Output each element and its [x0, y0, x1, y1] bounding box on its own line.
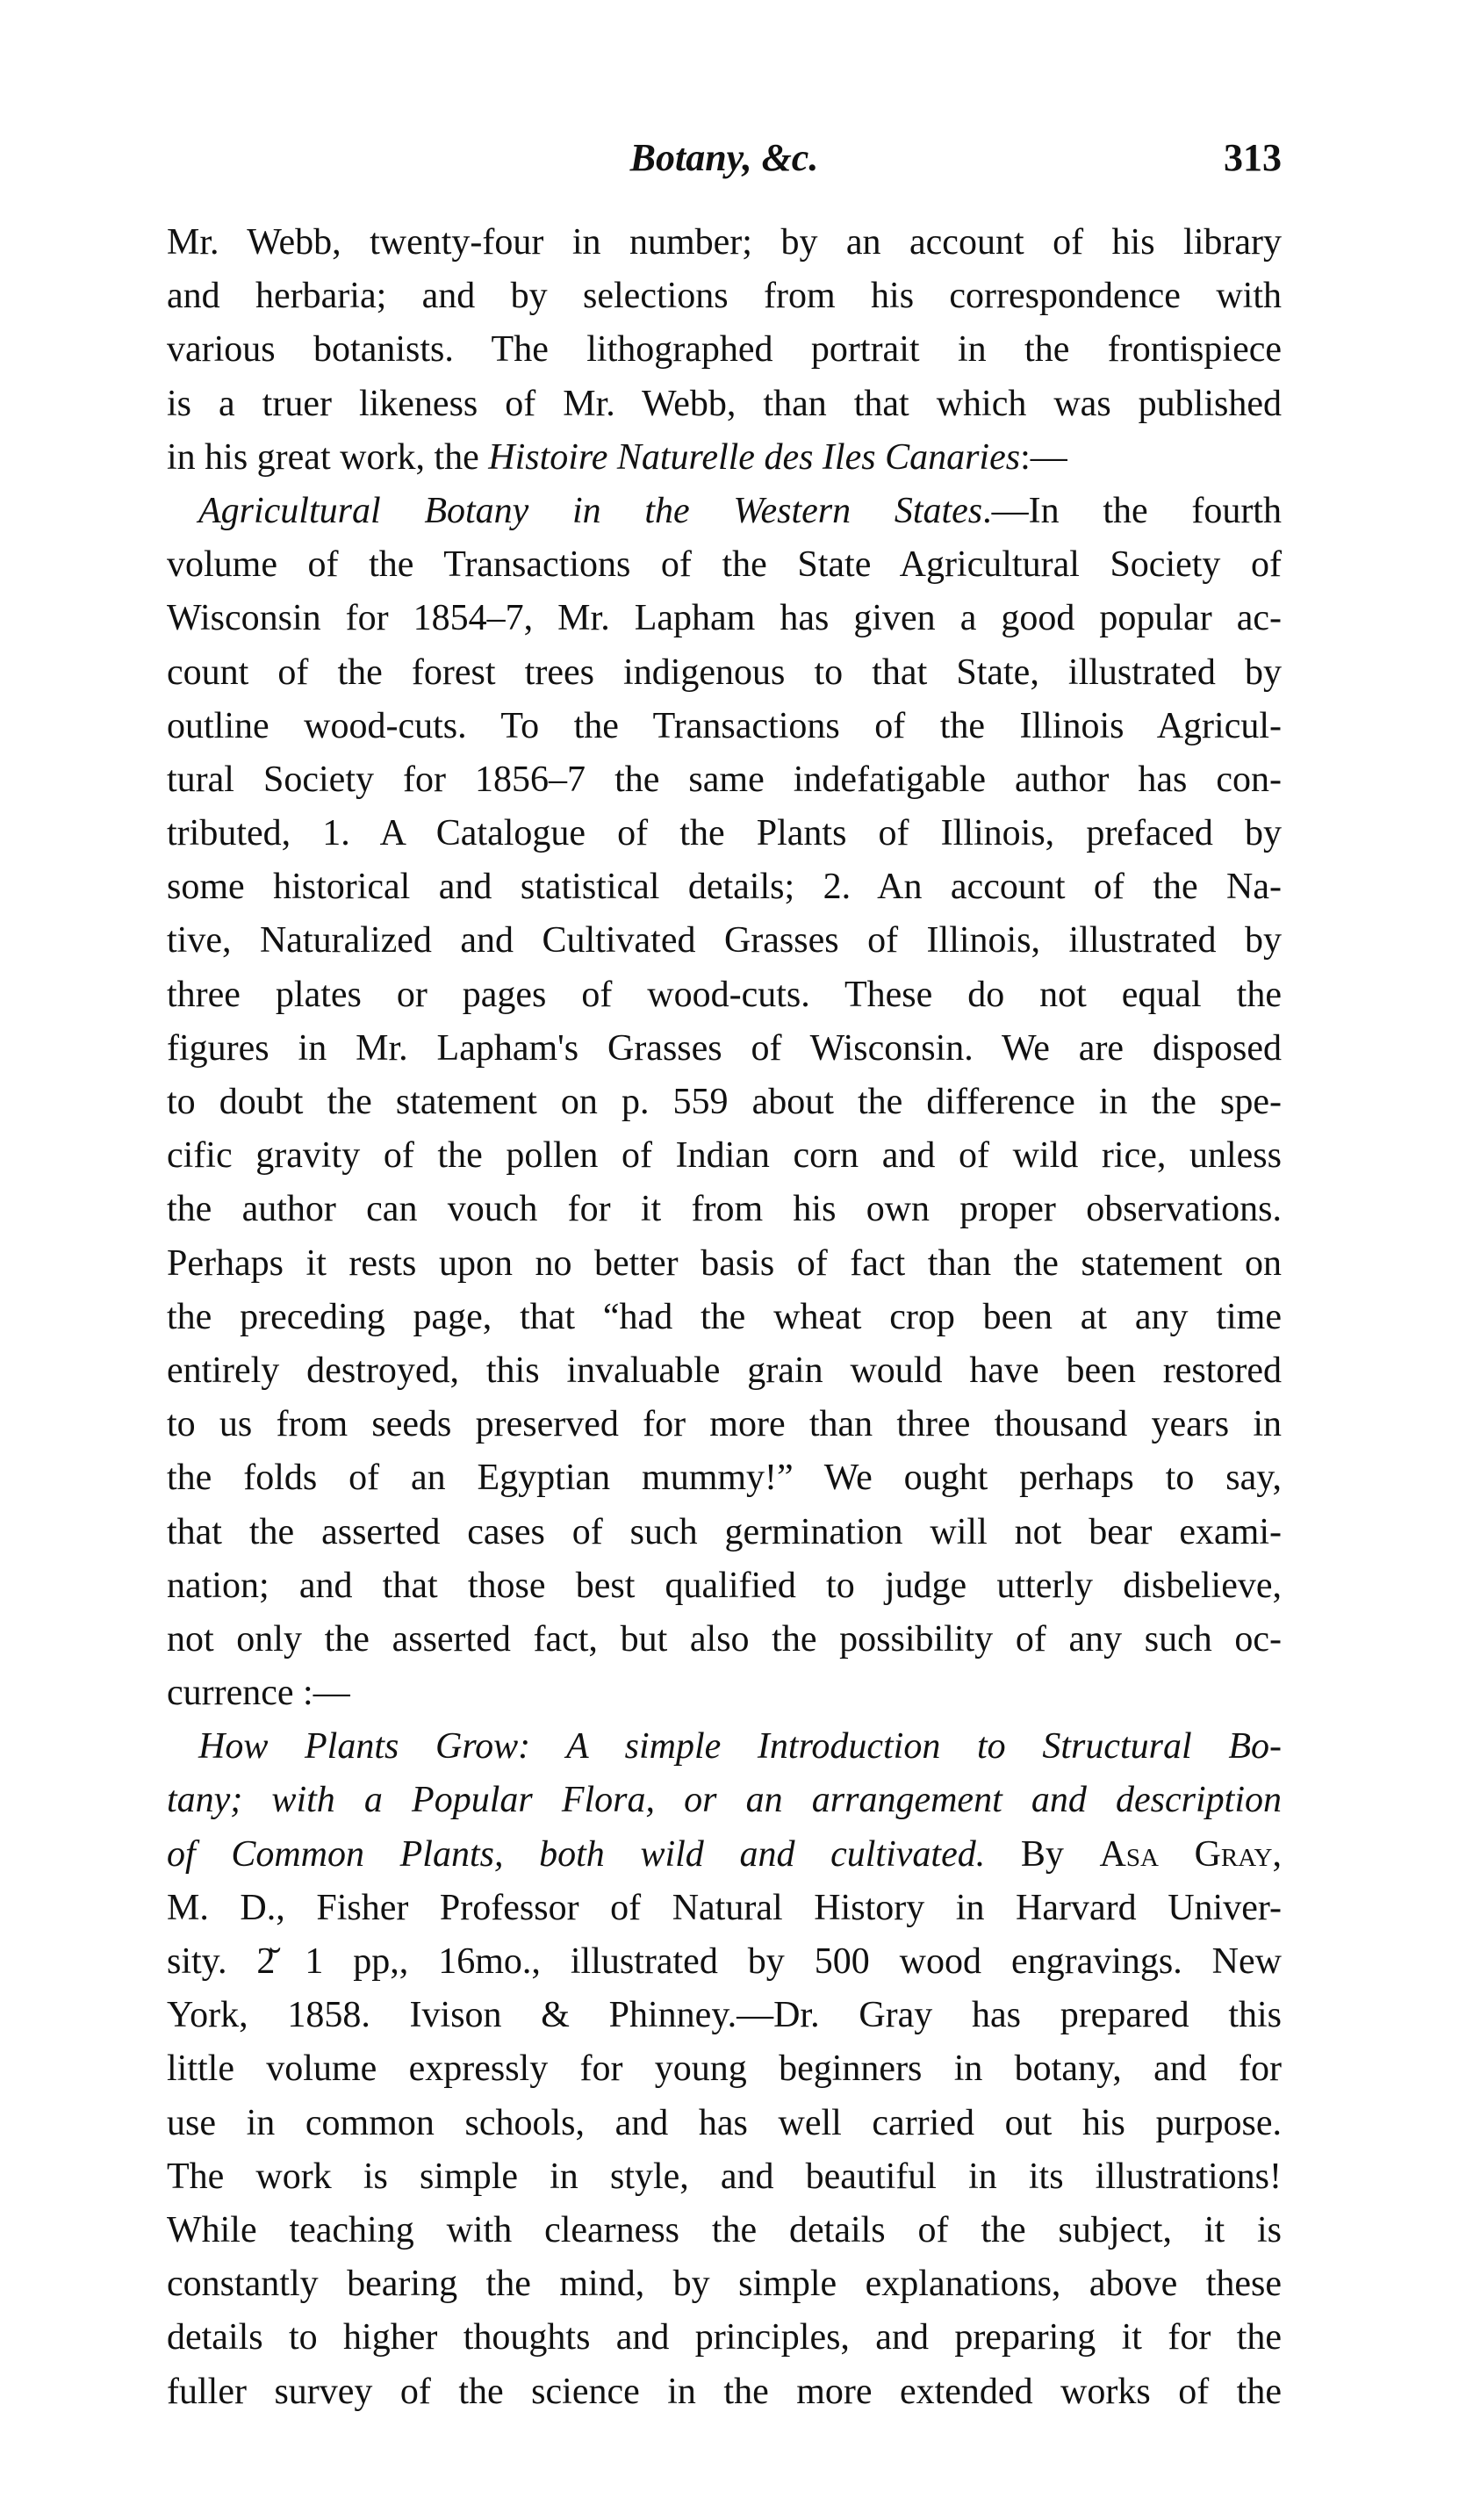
text-line [167, 1559, 1282, 1613]
text-line [167, 538, 1282, 592]
text-run: Wisconsin for 1854–7, Mr. Lapham has given a good popular ac- [167, 598, 1282, 639]
small-caps-text: Asa Gray [1099, 1833, 1273, 1875]
text-run: tural Society for 1856–7 the same indefatigable author has con- [167, 759, 1282, 800]
text-run: tributed, 1. A Catalogue of the Plants of Illinois, prefaced by [167, 813, 1282, 854]
italic-text: tany; with a Popular Flora, or an arrangement and description [167, 1780, 1282, 1821]
text-run: details to higher thoughts and principles, and preparing it for the [167, 2317, 1282, 2358]
italic-text: of Common Plants, both wild and cultivated. [167, 1833, 986, 1875]
text-line [167, 968, 1282, 1022]
running-head [167, 132, 1282, 184]
text-run: figures in Mr. Lapham's Grasses of Wisconsin. We are disposed [167, 1027, 1282, 1069]
text-line [167, 1183, 1282, 1236]
text-line [167, 2257, 1282, 2311]
text-run: some historical and statistical details; 2. An account of the Na- [167, 867, 1282, 908]
text-line [167, 1344, 1282, 1398]
text-line [167, 1989, 1282, 2042]
text-line [167, 860, 1282, 914]
text-run: :— [1020, 436, 1067, 478]
text-line [167, 2042, 1282, 2096]
text-line [167, 1398, 1282, 1451]
text-line [167, 914, 1282, 968]
text-line [167, 1774, 1282, 1827]
text-line [167, 1506, 1282, 1559]
text-line [167, 2150, 1282, 2204]
italic-text: Agricultural Botany in the Western States [198, 490, 983, 531]
text-line [167, 1022, 1282, 1076]
text-run: various botanists. The lithographed portrait in the frontispiece [167, 329, 1282, 371]
text-run: volume of the Transactions of the State Agricultural Society of [167, 544, 1282, 586]
text-line [167, 378, 1282, 431]
text-run: fuller survey of the science in the more extended works of the [167, 2371, 1282, 2412]
text-line [167, 431, 1282, 485]
text-run: cific gravity of the pollen of Indian corn and of wild rice, unless [167, 1135, 1282, 1177]
text-line [167, 1720, 1282, 1774]
text-run: While teaching with clearness the details of the subject, it is [167, 2209, 1282, 2250]
text-run: sity. 2̆ 1 pp,, 16mo., illustrated by 500 wood engravings. New [167, 1941, 1282, 1982]
text-run: in his great work, the [167, 436, 489, 478]
text-run: constantly bearing the mind, by simple explanations, above these [167, 2264, 1282, 2305]
text-run: entirely destroyed, this invaluable grain would have been restored [167, 1350, 1282, 1391]
text-run: the folds of an Egyptian mummy!” We ought perhaps to say, [167, 1458, 1282, 1499]
text-run: York, 1858. Ivison & Phinney.—Dr. Gray has prepared this [167, 1995, 1282, 2036]
text-line [167, 1076, 1282, 1129]
text-line [167, 2097, 1282, 2150]
text-line [167, 1613, 1282, 1667]
text-line [167, 1451, 1282, 1505]
text-run: currence :— [167, 1673, 350, 1714]
text-line [167, 807, 1282, 860]
text-run: By [985, 1833, 1100, 1875]
text-line [167, 753, 1282, 807]
text-run: Perhaps it rests upon no better basis of fact than the statement on [167, 1242, 1282, 1284]
text-run: outline wood-cuts. To the Transactions of the Illinois Agricul- [167, 705, 1282, 746]
text-line [167, 1237, 1282, 1291]
text-line [167, 1935, 1282, 1989]
text-run: count of the forest trees indigenous to that State, illustrated by [167, 652, 1282, 693]
text-line [167, 1828, 1282, 1882]
text-line [167, 1291, 1282, 1344]
text-run: three plates or pages of wood-cuts. These do not equal the [167, 974, 1282, 1015]
text-line [167, 2365, 1282, 2419]
text-line [167, 323, 1282, 377]
text-run: that the asserted cases of such germination will not bear exami- [167, 1511, 1282, 1552]
text-run: use in common schools, and has well carried out his purpose. [167, 2102, 1282, 2143]
text-line [167, 2204, 1282, 2257]
text-run: Mr. Webb, twenty-four in number; by an account of his library [167, 222, 1282, 263]
text-run: and herbaria; and by selections from his correspondence with [167, 276, 1282, 317]
text-run: The work is simple in style, and beautiful in its illustrations! [167, 2156, 1282, 2197]
text-run: tive, Naturalized and Cultivated Grasses of Illinois, illustrated by [167, 920, 1282, 961]
text-run: to doubt the statement on p. 559 about the difference in the spe- [167, 1082, 1282, 1122]
text-line [167, 270, 1282, 323]
text-run: the preceding page, that “had the wheat crop been at any time [167, 1296, 1282, 1337]
text-run: .—In the fourth [982, 490, 1282, 531]
italic-text: Histoire Naturelle des Iles Canaries [488, 436, 1021, 478]
text-line [167, 592, 1282, 645]
text-line [167, 2311, 1282, 2365]
text-run: to us from seeds preserved for more than three thousand years in [167, 1404, 1282, 1445]
page-number: 313 [1224, 136, 1282, 179]
italic-text: How Plants Grow: A simple Introduction to Structural Bo- [198, 1726, 1282, 1768]
text-run: is a truer likeness of Mr. Webb, than that which was published [167, 383, 1282, 424]
text-line [167, 485, 1282, 538]
text-line [167, 216, 1282, 270]
text-run: the author can vouch for it from his own proper observations. [167, 1189, 1282, 1230]
text-line [167, 1882, 1282, 1935]
text-line [167, 700, 1282, 753]
text-run: not only the asserted fact, but also the possibility of any such oc- [167, 1618, 1282, 1660]
running-title: Botany, &c. [629, 136, 819, 179]
text-run: M. D., Fisher Professor of Natural History in Harvard Univer- [167, 1887, 1282, 1928]
text-run: , [1272, 1833, 1282, 1875]
body-text [167, 216, 1282, 2419]
text-run: nation; and that those best qualified to judge utterly disbelieve, [167, 1565, 1282, 1606]
text-run: little volume expressly for young beginners in botany, and for [167, 2048, 1282, 2090]
text-line [167, 646, 1282, 700]
text-line [167, 1667, 1282, 1720]
text-line [167, 1129, 1282, 1183]
